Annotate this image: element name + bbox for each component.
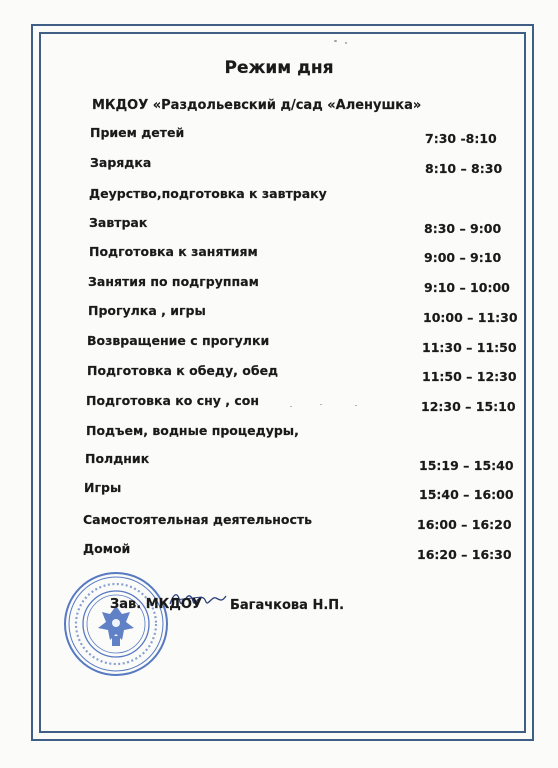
- scan-speck: [334, 40, 337, 42]
- schedule-activity: Игры: [84, 480, 122, 495]
- schedule-activity: Завтрак: [89, 215, 148, 230]
- schedule-activity: Прием детей: [90, 125, 185, 140]
- organization-name: МКДОУ «Раздольевский д/сад «Аленушка»: [92, 98, 422, 113]
- schedule-activity: Подготовка к обеду, обед: [87, 363, 279, 378]
- scan-speck: [320, 404, 322, 405]
- schedule-time: 10:00 – 11:30: [423, 310, 518, 325]
- schedule-time: 8:30 – 9:00: [424, 221, 502, 236]
- schedule-time: 9:00 – 9:10: [424, 250, 502, 265]
- schedule-time: 15:19 – 15:40: [419, 458, 514, 473]
- schedule-time: 16:00 – 16:20: [417, 517, 512, 532]
- schedule-time: 8:10 – 8:30: [425, 161, 503, 176]
- schedule-time: 9:10 – 10:00: [424, 280, 510, 295]
- schedule-time: 11:30 – 11:50: [422, 340, 517, 355]
- schedule-activity: Подготовка ко сну , сон: [86, 393, 259, 408]
- page-title: Режим дня: [224, 58, 334, 78]
- schedule-activity: Самостоятельная деятельность: [83, 512, 313, 527]
- official-stamp-icon: [62, 570, 170, 678]
- schedule-activity: Прогулка , игры: [88, 303, 206, 318]
- signature-role: Зав. МКДОУ: [110, 597, 202, 612]
- schedule-time: 12:30 – 15:10: [421, 399, 516, 414]
- schedule-activity: Домой: [83, 541, 131, 556]
- schedule-activity: Полдник: [85, 451, 150, 466]
- scan-speck: [290, 406, 292, 407]
- schedule-time: 15:40 – 16:00: [419, 487, 514, 502]
- schedule-time: 7:30 -8:10: [425, 131, 497, 146]
- scan-speck: [345, 42, 347, 44]
- schedule-time: 16:20 – 16:30: [417, 547, 512, 562]
- schedule-activity: Подготовка к занятиям: [89, 244, 258, 259]
- schedule-activity: Зарядка: [90, 155, 152, 170]
- schedule-activity: Деурство,подготовка к завтраку: [89, 186, 327, 201]
- scan-speck: [355, 405, 357, 406]
- schedule-activity: Возвращение с прогулки: [87, 333, 270, 348]
- schedule-time: 11:50 – 12:30: [422, 369, 517, 384]
- schedule-activity: Занятия по подгруппам: [88, 274, 259, 289]
- schedule-activity: Подъем, водные процедуры,: [86, 423, 299, 438]
- signature-name: Багачкова Н.П.: [230, 598, 345, 613]
